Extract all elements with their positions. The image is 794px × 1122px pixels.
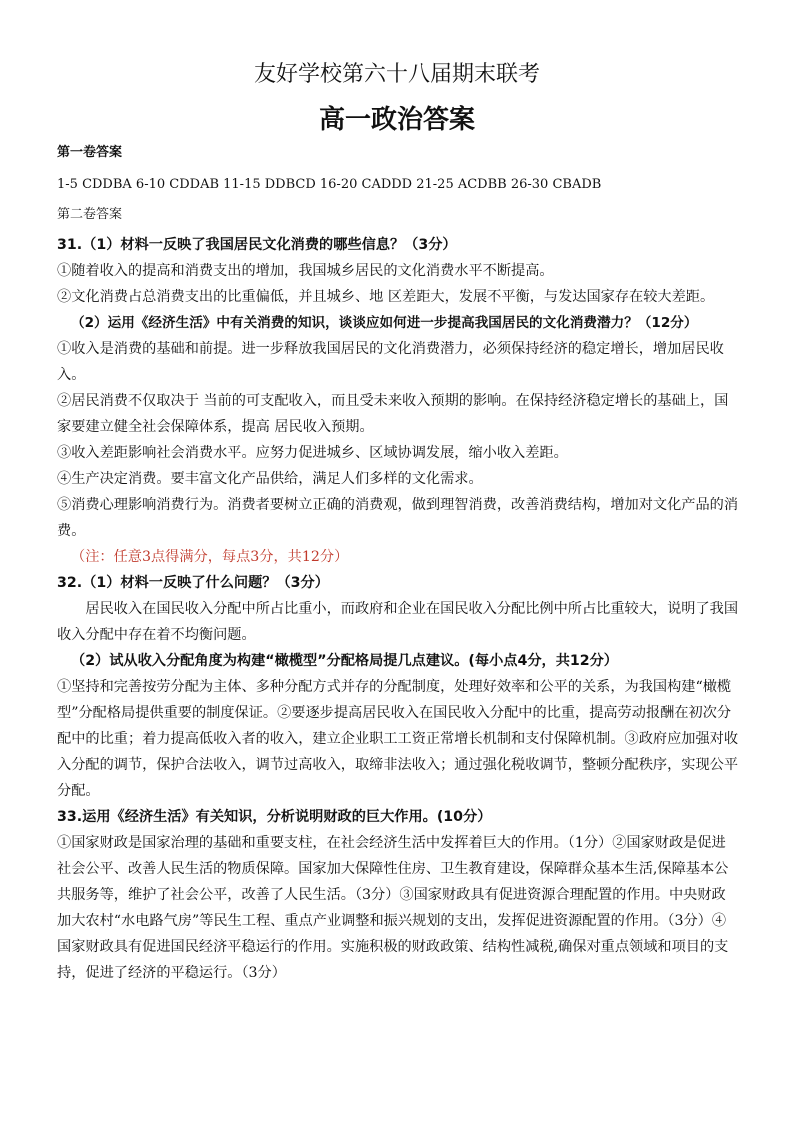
q33-question: 33.运用《经济生活》有关知识，分析说明财政的巨大作用。(10分）: [57, 809, 492, 825]
q31-part2-answer-3: ③收入差距影响社会消费水平。应努力促进城乡、区域协调发展，缩小收入差距。: [57, 445, 568, 461]
q31-part1-answer-1: ①随着收入的提高和消费支出的增加，我国城乡居民的文化消费水平不断提高。: [57, 263, 554, 279]
q31-part2-question: （2）运用《经济生活》中有关消费的知识，谈谈应如何进一步提高我国居民的文化消费潜力？（12分）: [71, 315, 698, 331]
q31-part2-answer-1: ①收入是消费的基础和前提。进一步释放我国居民的文化消费潜力，必须保持经济的稳定增长，增加居民收入。: [57, 341, 724, 383]
q32-part1-answer: 居民收入在国民收入分配中所占比重小，而政府和企业在国民收入分配比例中所占比重较大，说明了我国收入分配中存在着不均衡问题。: [57, 601, 739, 643]
document-title: 高一政治答案: [318, 105, 475, 135]
school-exam-title: 友好学校第六十八届期末联考: [253, 62, 540, 87]
q32-part2-question: （2）试从收入分配角度为构建“橄榄型”分配格局提几点建议。(每小点4分，共12分）: [71, 653, 618, 669]
q32-part1-question: 32.（1）材料一反映了什么问题？（3分）: [57, 575, 329, 591]
part2-heading: 第二卷答案: [57, 207, 123, 222]
part1-answers: 1-5 CDDBA 6-10 CDDAB 11-15 DDBCD 16-20 CADDD 21-25 ACDBB 26-30 CBADB: [57, 177, 602, 192]
q31-part2-answer-2: ②居民消费不仅取决于 当前的可支配收入，而且受未来收入预期的影响。在保持经济稳定增长的基础上，国家要建立健全社会保障体系，提高 居民收入预期。: [57, 393, 729, 435]
q31-scoring-note: （注：任意3点得满分，每点3分，共12分）: [71, 549, 349, 565]
q31-part1-answer-2: ②文化消费占总消费支出的比重偏低，并且城乡、地 区差距大，发展不平衡，与发达国家存在较大差距。: [57, 289, 715, 305]
q31-part2-answer-5: ⑤消费心理影响消费行为。消费者要树立正确的消费观，做到理智消费，改善消费结构，增加对文化产品的消费。: [57, 497, 739, 539]
q31-part1-question: 31.（1）材料一反映了我国居民文化消费的哪些信息？（3分）: [57, 237, 457, 253]
part1-heading: 第一卷答案: [57, 145, 123, 160]
q32-part2-answer: ①坚持和完善按劳分配为主体、多种分配方式并存的分配制度，处理好效率和公平的关系，为我国构建“橄榄型”分配格局提供重要的制度保证。②要逐步提高居民收入在国民收入分配中的比重，提高劳动报酬在初次分配中的比重；着力提高低收入者的收入，建立企业职工工资正常增长机制和支付保障机制。③政府应加强对收入分配的调节，保护合法收入，调节过高收入，取缔非法收入；通过强化税收调节，整顿分配秩序，实现公平分配。: [57, 679, 739, 799]
q33-answer: ①国家财政是国家治理的基础和重要支柱，在社会经济生活中发挥着巨大的作用。（1分）②国家财政是促进社会公平、改善人民生活的物质保障。国家加大保障性住房、卫生教育建设，保障群众基本生活,保障基本公共服务等，维护了社会公平，改善了人民生活。（3分）③国家财政具有促进资源合理配置的作用。中央财政加大农村“水电路气房”等民生工程、重点产业调整和振兴规划的支出，发挥促进资源配置的作用。（3分）④国家财政具有促进国民经济平稳运行的作用。实施积极的财政政策、结构性减税,确保对重点领域和项目的支持，促进了经济的平稳运行。（3分）: [57, 835, 729, 981]
answer-content: [57, 140, 739, 986]
q31-part2-answer-4: ④生产决定消费。要丰富文化产品供给，满足人们多样的文化需求。: [57, 471, 483, 487]
